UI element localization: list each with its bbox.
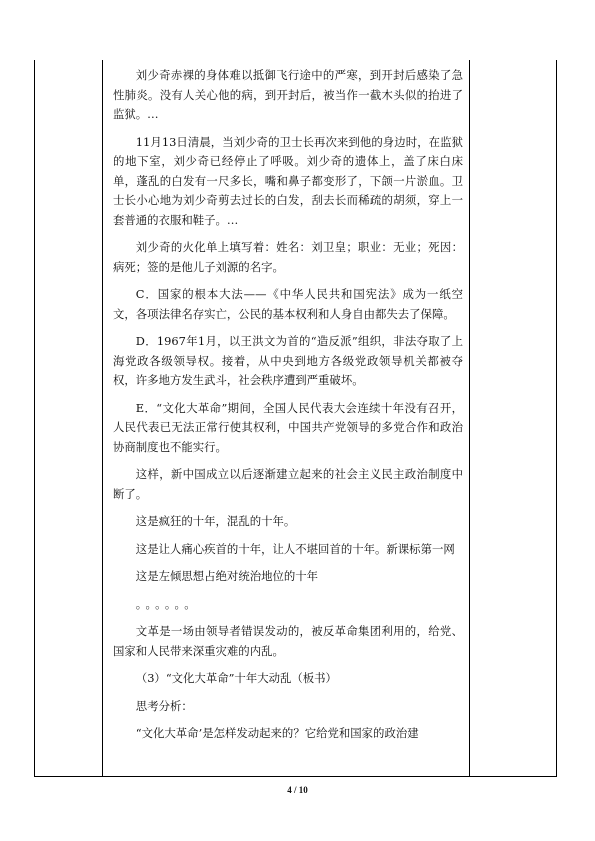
paragraph-democracy-interrupted: 这样，新中国成立以后逐渐建立起来的社会主义民主政治制度中断了。 bbox=[113, 467, 463, 501]
paragraph-liu-illness: 刘少奇赤裸的身体难以抵御飞行途中的严寒，到开封后感染了急性肺炎。没有人关心他的病，到开封后，被当作一截木头似的抬进了监狱。… bbox=[113, 68, 463, 121]
lesson-content bbox=[113, 66, 463, 752]
paragraph-liu-death: 11月13日清晨，当刘少奇的卫士长再次来到他的身边时，在监狱的地下室，刘少奇已经停止了呼吸。刘少奇的遗体上，盖了床白床单，蓬乱的白发有一尺多长，嘴和鼻子都变形了，下颌一片淤血。卫士长小心地为刘少奇剪去过长的白发，刮去长而稀疏的胡须，穿上一套普通的衣服和鞋子。… bbox=[113, 134, 463, 227]
paragraph-point-c: C．国家的根本大法——《中华人民共和国宪法》成为一纸空文，各项法律名存实亡，公民的基本权利和人身自由都失去了保障。 bbox=[113, 287, 463, 321]
paragraph-leftist-decade: 这是左倾思想占绝对统治地位的十年 bbox=[135, 569, 319, 583]
table-right-border bbox=[556, 60, 557, 776]
paragraph-painful-decade: 这是让人痛心疾首的十年，让人不堪回首的十年。新课标第一网 bbox=[135, 541, 455, 556]
paragraph-ellipsis: 。。。。。。 bbox=[135, 596, 200, 611]
paragraph-crazy-decade: 这是疯狂的十年，混乱的十年。 bbox=[135, 514, 296, 528]
paragraph-cultural-revolution-summary: 文革是一场由领导者错误发动的，被反革命集团利用的，给党、国家和人民带来深重灾难的内乱。 bbox=[113, 624, 463, 658]
table-left-border bbox=[34, 60, 35, 776]
paragraph-point-d: D．1967年1月，以王洪文为首的“造反派”组织，非法夺取了上海党政各级领导权。接着，从中央到地方各级党政领导机关都被夺权，许多地方发生武斗，社会秩序遭到严重破坏。 bbox=[113, 334, 463, 387]
table-bottom-border bbox=[34, 776, 557, 777]
paragraph-cremation-form: 刘少奇的火化单上填写着：姓名：刘卫皇；职业：无业；死因：病死；签的是他儿子刘源的名字。 bbox=[113, 240, 463, 274]
paragraph-question: “文化大革命’是怎样发动起来的？它给党和国家的政治建 bbox=[135, 726, 419, 740]
paragraph-point-e: E．“文化大革命”期间，全国人民代表大会连续十年没有召开，人民代表已无法正常行使其权利，中国共产党领导的多党合作和政治协商制度也不能实行。 bbox=[113, 400, 463, 454]
paragraph-think-analysis: 思考分析： bbox=[135, 698, 193, 713]
table-column-divider-left bbox=[102, 60, 103, 776]
paragraph-board-heading: （3）“文化大革命”十年大动乱（板书） bbox=[135, 671, 337, 685]
page-number: 4 / 10 bbox=[287, 785, 308, 795]
table-column-divider-right bbox=[469, 60, 470, 776]
